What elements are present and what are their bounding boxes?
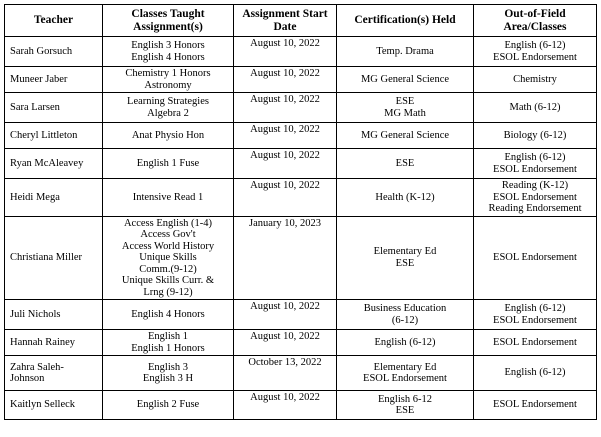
classes-taught-line: English 4 Honors xyxy=(131,51,205,63)
out-of-field-area-line: ESOL Endorsement xyxy=(493,191,577,203)
certifications-held-cell xyxy=(337,93,474,123)
teacher-name-cell xyxy=(5,300,103,330)
assignment-start-date-text: August 10, 2022 xyxy=(250,150,320,161)
teacher-name-cell xyxy=(5,123,103,149)
certifications-held-cell xyxy=(337,391,474,420)
assignment-start-date-text: August 10, 2022 xyxy=(250,68,320,79)
certifications-held-cell xyxy=(337,356,474,391)
certifications-held-cell xyxy=(337,179,474,217)
classes-taught-cell xyxy=(103,356,234,391)
classes-taught-cell xyxy=(103,67,234,93)
classes-taught-line: Anat Physio Hon xyxy=(131,129,205,141)
teacher-name-cell xyxy=(5,216,103,300)
out-of-field-area-line: Chemistry xyxy=(513,73,557,85)
out-of-field-area-cell xyxy=(474,37,597,67)
header-out-of-field: Out-of-Field Area/Classes xyxy=(474,5,597,37)
out-of-field-area-line: English (6-12) xyxy=(504,303,566,314)
certifications-held-line: Elementary Ed xyxy=(373,361,437,373)
assignment-start-date-text: August 10, 2022 xyxy=(250,180,320,191)
table-row xyxy=(5,356,597,391)
table-row xyxy=(5,330,597,356)
teacher-name-line: Heidi Mega xyxy=(10,191,60,203)
classes-taught-cell xyxy=(103,330,234,356)
classes-taught-line: English 1 Fuse xyxy=(136,157,200,169)
classes-taught-line: English 2 Fuse xyxy=(136,399,200,411)
classes-taught-line: Comm.(9-12) xyxy=(139,263,197,275)
table-row xyxy=(5,179,597,217)
assignment-start-date-text: August 10, 2022 xyxy=(250,331,320,342)
teacher-name-line: Sara Larsen xyxy=(10,101,60,113)
assignment-start-date-text: January 10, 2023 xyxy=(248,217,322,229)
teacher-name-cell xyxy=(5,67,103,93)
assignment-start-date-text: August 10, 2022 xyxy=(250,94,320,105)
teacher-name-line: Muneer Jaber xyxy=(10,73,68,85)
classes-taught-cell xyxy=(103,179,234,217)
certifications-held-cell xyxy=(337,216,474,300)
out-of-field-area-cell xyxy=(474,300,597,330)
teacher-name-cell xyxy=(5,330,103,356)
certifications-held-line: Business Education xyxy=(363,303,447,314)
table-row xyxy=(5,149,597,179)
out-of-field-area-line: Reading Endorsement xyxy=(488,203,582,214)
certifications-held-cell xyxy=(337,37,474,67)
out-of-field-area-line: ESOL Endorsement xyxy=(493,252,577,263)
out-of-field-area-cell xyxy=(474,67,597,93)
table-row xyxy=(5,300,597,330)
classes-taught-cell xyxy=(103,391,234,420)
assignment-start-date-text: October 13, 2022 xyxy=(248,357,322,368)
certifications-held-line: MG General Science xyxy=(360,73,450,85)
assignment-start-date-cell xyxy=(234,37,337,67)
classes-taught-cell xyxy=(103,216,234,300)
classes-taught-line: English 1 xyxy=(148,331,188,342)
out-of-field-area-line: ESOL Endorsement xyxy=(493,51,577,63)
certifications-held-cell xyxy=(337,300,474,330)
classes-taught-line: Chemistry 1 Honors xyxy=(125,68,211,79)
assignment-start-date-cell xyxy=(234,149,337,179)
certifications-held-line: ESOL Endorsement xyxy=(363,373,447,384)
teacher-name-cell xyxy=(5,37,103,67)
classes-taught-line: English 3 H xyxy=(142,373,194,384)
certifications-held-line: ESE xyxy=(395,96,415,107)
out-of-field-area-cell xyxy=(474,330,597,356)
certifications-held-line: English 6-12 xyxy=(378,393,432,405)
out-of-field-area-line: English (6-12) xyxy=(504,152,566,163)
assignment-start-date-cell xyxy=(234,67,337,93)
assignment-start-date-text: August 10, 2022 xyxy=(250,38,320,49)
assignment-start-date-cell xyxy=(234,300,337,330)
teacher-name-cell xyxy=(5,149,103,179)
classes-taught-line: Unique Skills xyxy=(139,252,197,263)
classes-taught-line: Access Gov't xyxy=(140,229,196,240)
classes-taught-line: English 4 Honors xyxy=(131,308,205,320)
out-of-field-area-line: Biology (6-12) xyxy=(503,129,567,141)
classes-taught-line: English 3 xyxy=(148,361,188,373)
out-of-field-area-line: English (6-12) xyxy=(504,367,566,379)
teacher-name-line: Kaitlyn Selleck xyxy=(10,399,76,411)
classes-taught-cell xyxy=(103,300,234,330)
teacher-name-line: Hannah Rainey xyxy=(10,336,76,348)
classes-taught-line: Learning Strategies xyxy=(127,96,209,107)
out-of-field-area-cell xyxy=(474,216,597,300)
teacher-name-cell xyxy=(5,179,103,217)
out-of-field-area-line: Math (6-12) xyxy=(509,101,561,113)
certifications-held-line: ESE xyxy=(395,257,415,269)
table-row xyxy=(5,123,597,149)
classes-taught-line: Intensive Read 1 xyxy=(132,191,204,203)
table-row xyxy=(5,93,597,123)
certifications-held-cell xyxy=(337,123,474,149)
out-of-field-area-line: ESOL Endorsement xyxy=(493,314,577,326)
teacher-name-cell xyxy=(5,356,103,391)
header-classes-taught: Classes Taught Assignment(s) xyxy=(103,5,234,37)
teacher-name-line: Juli Nichols xyxy=(10,308,61,320)
certifications-held-line: MG Math xyxy=(384,107,426,119)
teacher-name-cell xyxy=(5,93,103,123)
teacher-name-line: Zahra Saleh- xyxy=(10,361,64,373)
assignment-start-date-text: August 10, 2022 xyxy=(250,124,320,135)
assignment-start-date-cell xyxy=(234,93,337,123)
classes-taught-cell xyxy=(103,149,234,179)
assignment-start-date-cell xyxy=(234,216,337,300)
table-row xyxy=(5,216,597,300)
out-of-field-area-line: ESOL Endorsement xyxy=(493,163,577,175)
table-row xyxy=(5,67,597,93)
classes-taught-cell xyxy=(103,93,234,123)
out-of-field-area-line: Reading (K-12) xyxy=(501,180,569,191)
table-header-row xyxy=(5,5,597,37)
out-of-field-area-cell xyxy=(474,356,597,391)
certifications-held-line: MG General Science xyxy=(360,129,450,141)
classes-taught-line: Unique Skills Curr. & xyxy=(121,275,215,286)
assignment-start-date-cell xyxy=(234,179,337,217)
certifications-held-line: ESE xyxy=(395,405,415,416)
assignment-start-date-cell xyxy=(234,123,337,149)
classes-taught-line: Algebra 2 xyxy=(147,107,189,119)
classes-taught-line: Access World History xyxy=(121,240,215,252)
assignment-start-date-cell xyxy=(234,391,337,420)
teacher-name-line: Sarah Gorsuch xyxy=(10,45,73,57)
out-of-field-teacher-table xyxy=(4,4,597,420)
certifications-held-line: ESE xyxy=(395,157,415,169)
out-of-field-area-line: English (6-12) xyxy=(504,40,566,51)
header-assignment-start-date: Assignment Start Date xyxy=(234,5,337,37)
out-of-field-area-cell xyxy=(474,391,597,420)
header-teacher: Teacher xyxy=(5,5,103,37)
classes-taught-cell xyxy=(103,123,234,149)
assignment-start-date-text: August 10, 2022 xyxy=(250,392,320,403)
teacher-name-line: Ryan McAleavey xyxy=(10,157,84,169)
classes-taught-line: English 1 Honors xyxy=(131,342,205,354)
certifications-held-line: Temp. Drama xyxy=(376,45,434,57)
certifications-held-cell xyxy=(337,330,474,356)
classes-taught-cell xyxy=(103,37,234,67)
out-of-field-area-line: ESOL Endorsement xyxy=(493,336,577,348)
classes-taught-line: Astronomy xyxy=(144,79,192,91)
table-row xyxy=(5,391,597,420)
assignment-start-date-text: August 10, 2022 xyxy=(250,301,320,312)
certifications-held-line: (6-12) xyxy=(391,314,419,326)
teacher-name-line: Christiana Miller xyxy=(10,252,83,263)
out-of-field-area-cell xyxy=(474,179,597,217)
certifications-held-cell xyxy=(337,149,474,179)
classes-taught-line: Access English (1-4) xyxy=(123,217,213,229)
table-row xyxy=(5,37,597,67)
out-of-field-area-cell xyxy=(474,149,597,179)
classes-taught-line: English 3 Honors xyxy=(131,40,205,51)
assignment-start-date-cell xyxy=(234,330,337,356)
certifications-held-line: English (6-12) xyxy=(374,336,436,348)
teacher-name-cell xyxy=(5,391,103,420)
classes-taught-line: Lrng (9-12) xyxy=(143,286,193,298)
certifications-held-line: Elementary Ed xyxy=(373,246,437,258)
certifications-held-cell xyxy=(337,67,474,93)
out-of-field-area-cell xyxy=(474,123,597,149)
teacher-name-line: Johnson xyxy=(10,373,45,384)
assignment-start-date-cell xyxy=(234,356,337,391)
out-of-field-area-cell xyxy=(474,93,597,123)
out-of-field-area-line: ESOL Endorsement xyxy=(493,399,577,411)
teacher-name-line: Cheryl Littleton xyxy=(10,129,78,141)
certifications-held-line: Health (K-12) xyxy=(375,191,435,203)
header-certifications-held: Certification(s) Held xyxy=(337,5,474,37)
